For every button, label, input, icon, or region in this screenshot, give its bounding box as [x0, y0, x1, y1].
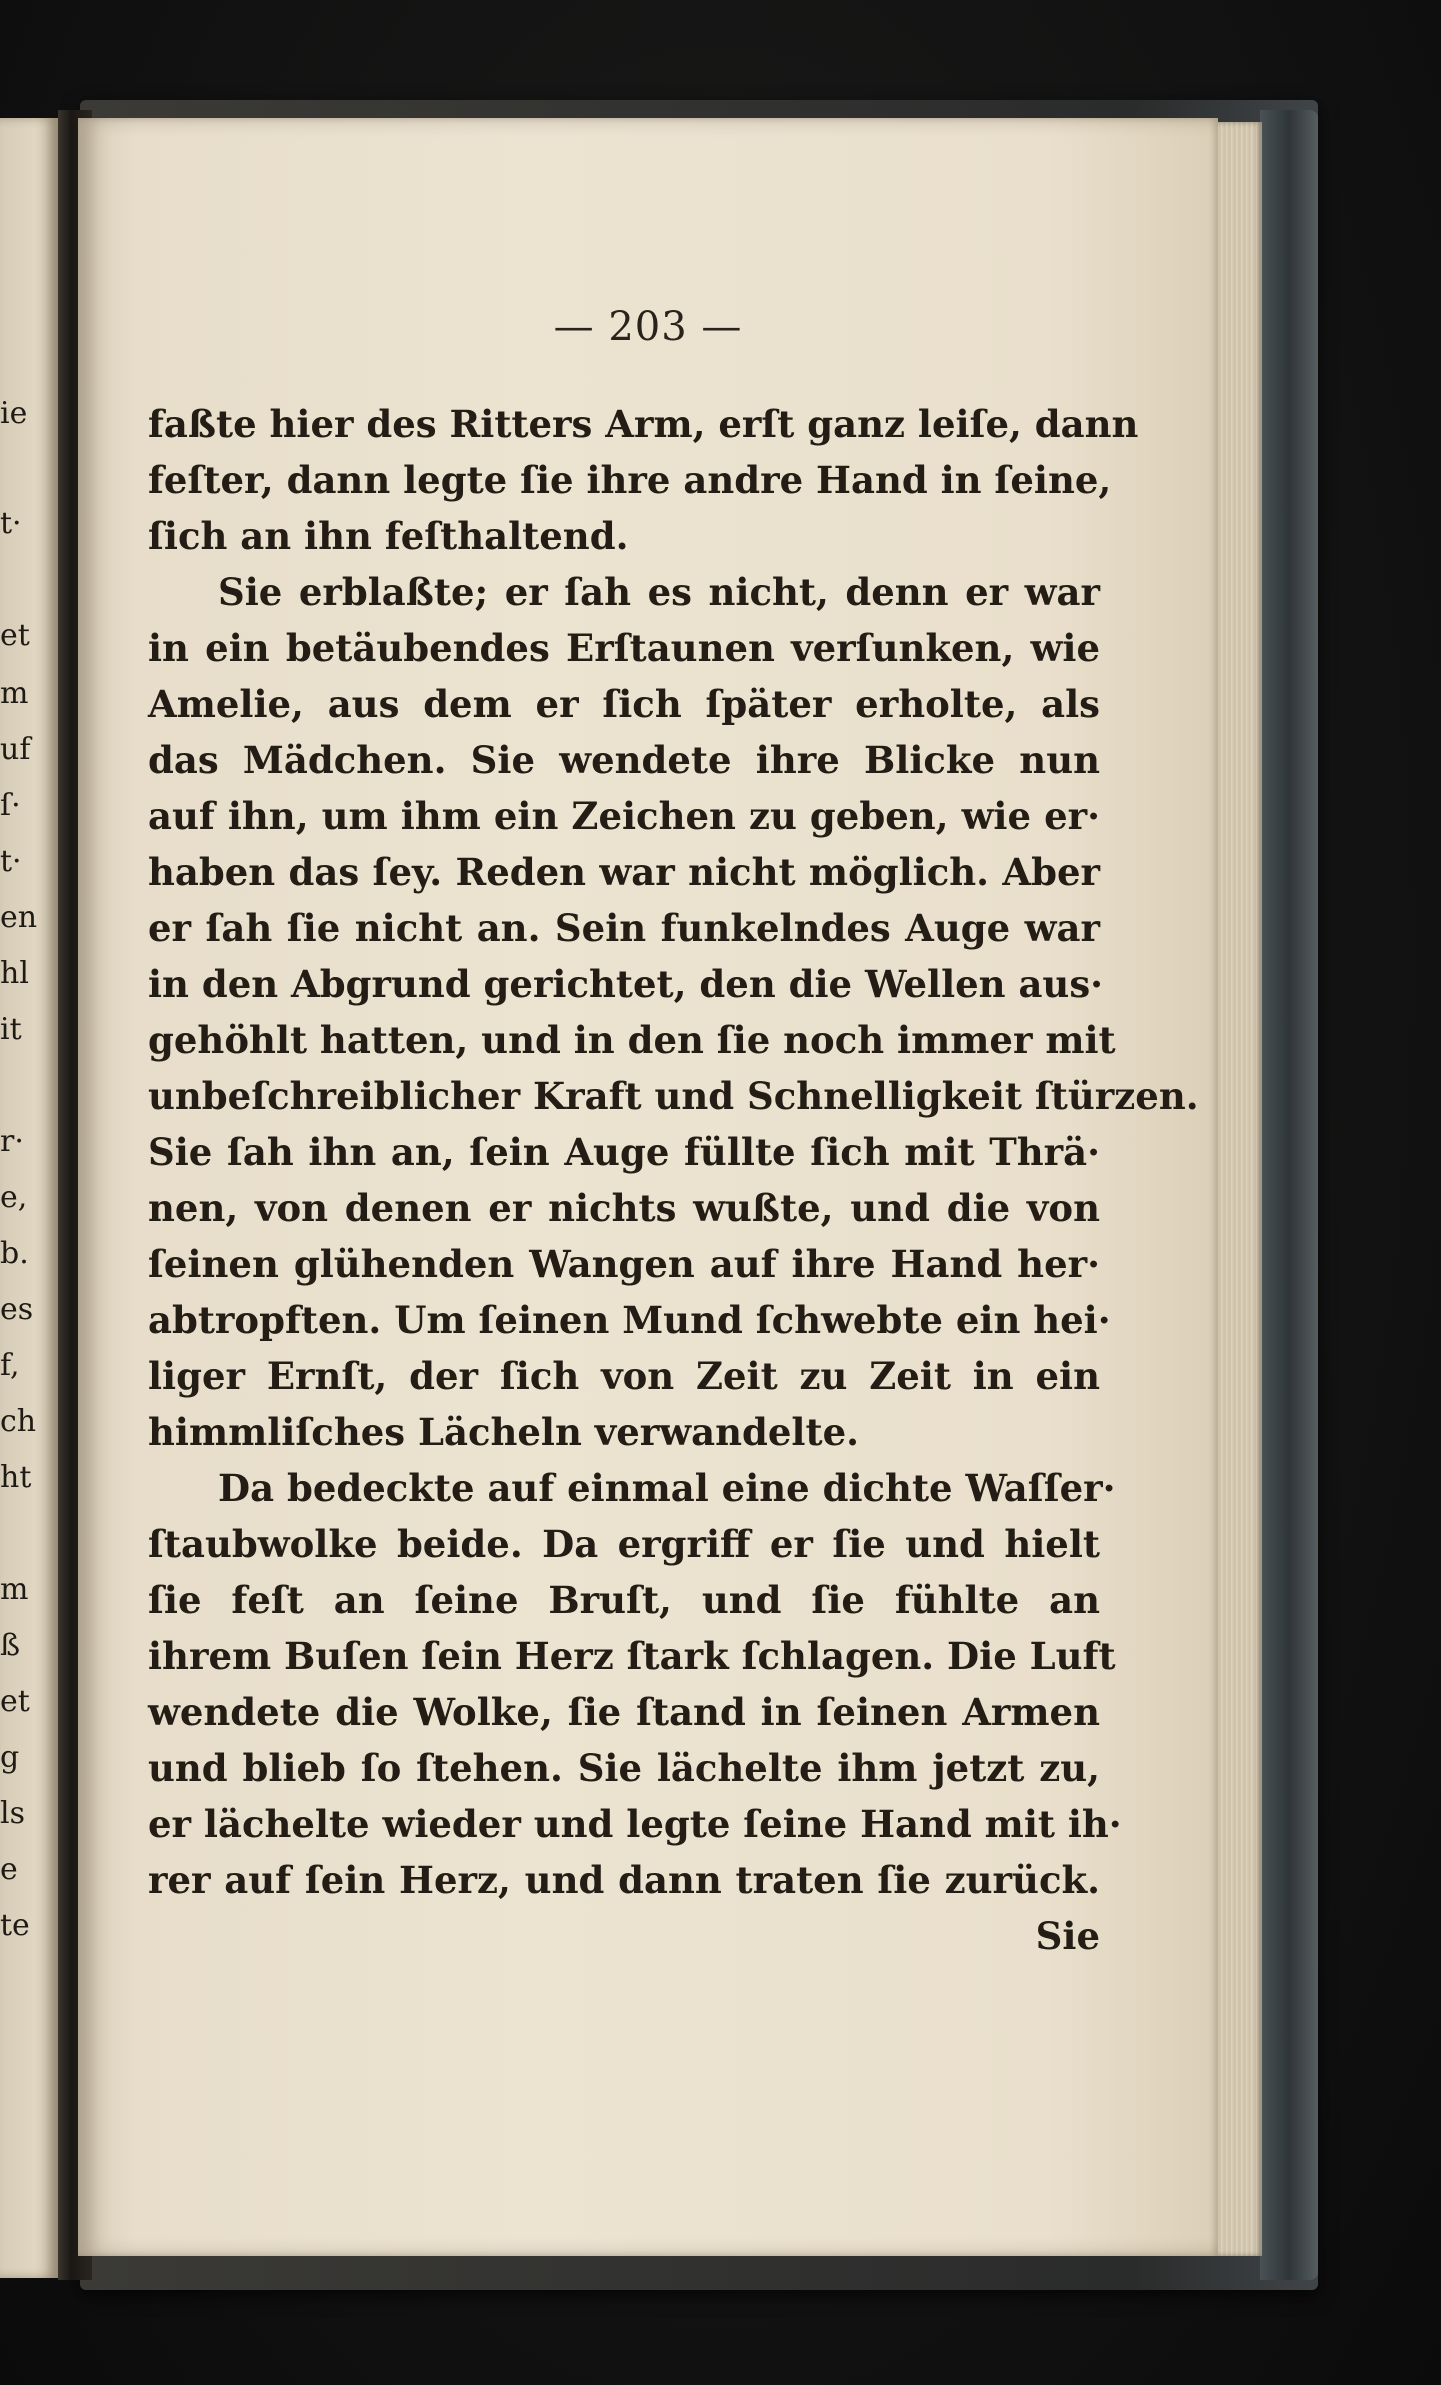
left-page-fragment: f,: [0, 1348, 20, 1383]
page-number: — 203 —: [553, 304, 743, 350]
text-line: liger Ernſt, der ſich von Zeit zu Zeit in ein: [148, 1354, 1100, 1398]
left-page-fragment: t·: [0, 844, 22, 879]
left-page-fragment: uf: [0, 732, 31, 767]
text-line: gehöhlt hatten, und in den ſie noch immer mit: [148, 1018, 1116, 1062]
page-stack-edge: [1212, 122, 1262, 2256]
left-page-fragment: m: [0, 676, 29, 711]
left-page-fragment: ls: [0, 1796, 25, 1831]
text-line: unbeſchreiblicher Kraft und Schnelligkeit ſtürzen.: [148, 1074, 1199, 1118]
left-page-fragment: ch: [0, 1404, 37, 1439]
left-page-fragment: r·: [0, 1124, 24, 1159]
text-line: Amelie, aus dem er ſich ſpäter erholte, als: [148, 682, 1100, 726]
text-line: ſeinen glühenden Wangen auf ihre Hand her·: [148, 1242, 1100, 1286]
left-page-fragment: ß: [0, 1628, 21, 1663]
text-line: auf ihn, um ihm ein Zeichen zu geben, wie er·: [148, 794, 1100, 838]
text-line: Sie erblaßte; er ſah es nicht, denn er war: [218, 570, 1100, 614]
text-line: in ein betäubendes Erſtaunen verſunken, wie: [148, 626, 1100, 670]
text-line: in den Abgrund gerichtet, den die Wellen aus·: [148, 962, 1104, 1006]
left-page-fragment: es: [0, 1292, 34, 1327]
text-line: himmliſches Lächeln verwandelte.: [148, 1410, 860, 1454]
left-page-fragment: b.: [0, 1236, 29, 1271]
body-text: [148, 396, 1199, 1964]
text-line: ſich an ihn feſthaltend.: [148, 514, 629, 558]
text-line: faßte hier des Ritters Arm, erſt ganz leiſe, dann: [148, 402, 1139, 446]
text-line: das Mädchen. Sie wendete ihre Blicke nun: [148, 738, 1100, 782]
text-line: Sie ſah ihn an, ſein Auge füllte ſich mit Thrä·: [148, 1130, 1100, 1174]
left-page-fragment: t·: [0, 506, 22, 541]
text-line: Da bedeckte auf einmal eine dichte Waſſer·: [218, 1466, 1116, 1510]
text-line: er lächelte wieder und legte ſeine Hand mit ih·: [148, 1802, 1122, 1846]
text-line: ihrem Buſen ſein Herz ſtark ſchlagen. Die Luft: [148, 1634, 1116, 1678]
left-page-fragment: g: [0, 1740, 20, 1775]
text-line: er ſah ſie nicht an. Sein funkelndes Auge war: [148, 906, 1100, 950]
left-page-fragment: ht: [0, 1460, 32, 1495]
text-line: rer auf ſein Herz, und dann traten ſie zurück.: [148, 1858, 1100, 1902]
text-line: abtropften. Um ſeinen Mund ſchwebte ein hei·: [148, 1298, 1111, 1342]
text-line: feſter, dann legte ſie ihre andre Hand in ſeine,: [148, 458, 1112, 502]
left-page-fragment: ie: [0, 396, 28, 431]
text-line: ſie feſt an ſeine Bruſt, und ſie fühlte an: [148, 1578, 1100, 1622]
previous-page-edge: [0, 118, 60, 2278]
text-line: wendete die Wolke, ſie ſtand in ſeinen Armen: [148, 1690, 1100, 1734]
text-line: ſtaubwolke beide. Da ergriff er ſie und hielt: [148, 1522, 1100, 1566]
left-page-fragment: hl: [0, 956, 29, 991]
catchword: Sie: [1035, 1914, 1100, 1958]
left-page-fragment: e,: [0, 1180, 28, 1215]
left-page-fragment: it: [0, 1012, 22, 1047]
book-page: [78, 118, 1218, 2256]
left-page-fragment: m: [0, 1572, 29, 1607]
left-page-fragment: et: [0, 618, 30, 653]
left-page-fragment: e: [0, 1852, 18, 1887]
left-page-fragment: ſ·: [0, 788, 21, 823]
left-page-fragment: et: [0, 1684, 30, 1719]
left-page-fragment: te: [0, 1908, 30, 1943]
text-line: nen, von denen er nichts wußte, und die von: [148, 1186, 1100, 1230]
left-page-fragment: en: [0, 900, 38, 935]
text-line: haben das ſey. Reden war nicht möglich. Aber: [148, 850, 1100, 894]
cover-edge: [1260, 110, 1318, 2280]
text-line: und blieb ſo ſtehen. Sie lächelte ihm jetzt zu,: [148, 1746, 1100, 1790]
